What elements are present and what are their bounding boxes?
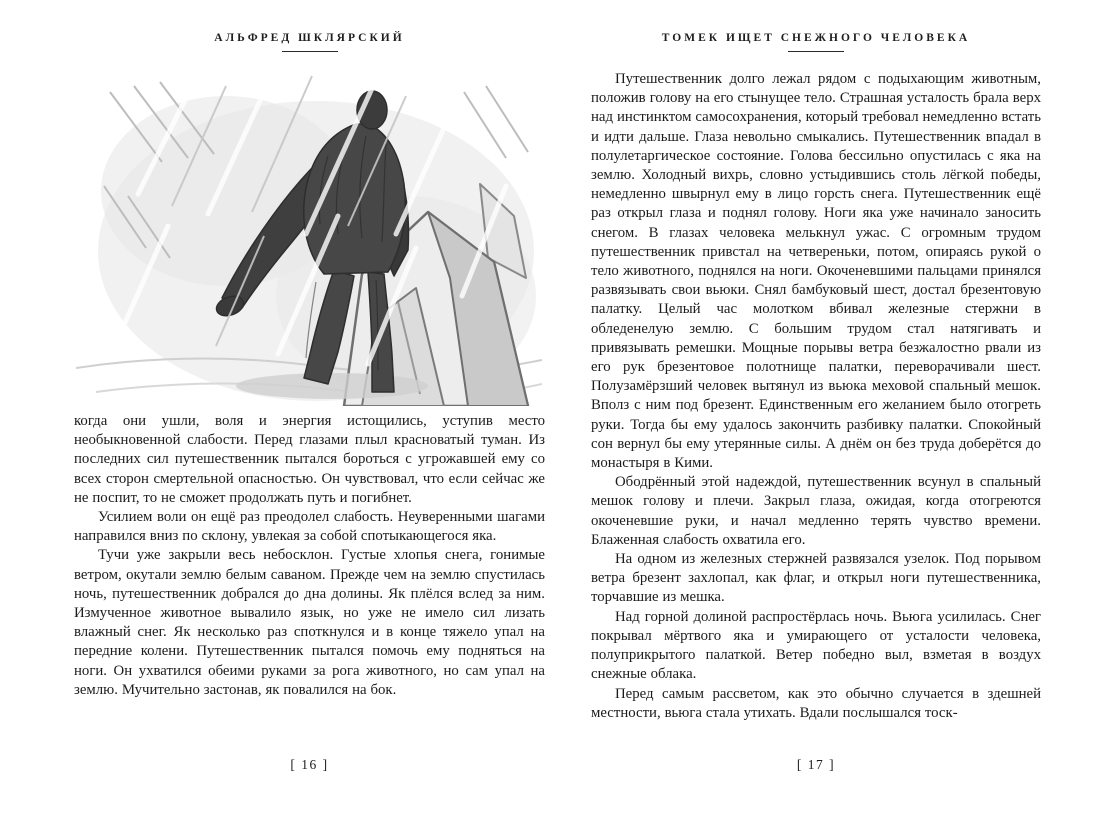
running-head-title <box>591 32 1041 52</box>
paragraph: Над горной долиной распростёрлась ночь. Вьюга усилилась. Снег покрывал мёртвого яка и умирающего от усталости человека, полуприкрытого палаткой. Ветер победно выл, взметая в воздух снежные облака. <box>591 608 1041 683</box>
paragraph: когда они ушли, воля и энергия истощились, уступив место необыкновенной слабости. Перед глазами плыл красноватый туман. Из последних сил путешественник пытался бороться с угрожавшей ему со всех сторон смертельной опасностью. Он чувствовал, что если сейчас же не поспит, то не сможет продолжать путь и погибнет. <box>74 413 545 506</box>
page-number-left: [ 16 ] <box>290 757 329 772</box>
yeti-illustration-svg <box>76 66 542 406</box>
paragraph: Усилием воли он ещё раз преодолел слабость. Неуверенными шагами направился вниз по склону, увлекая за собой спотыкающегося яка. <box>74 509 545 545</box>
header-rule <box>282 51 338 52</box>
paragraph: Ободрённый этой надеждой, путешественник всунул в спальный мешок голову и плечи. Закрыл глаза, ожидая, когда отогреются окоченевшие руки, и начал медленно терять чувство времени. Блаженная слабость охватила его. <box>591 474 1041 548</box>
book-title: ТОМЕК ИЩЕТ СНЕЖНОГО ЧЕЛОВЕКА <box>661 32 971 44</box>
paragraph: Тучи уже закрыли весь небосклон. Густые хлопья снега, гонимые ветром, окутали землю белым саваном. Прежде чем на землю спустилась ночь, путешественник добрался до дна долины. Як плёлся вслед за ним. Измученное животное вывалило язык, но уже не имело сил лизать влажный снег. Як несколько раз споткнулся и в конце тяжело упал на передние колени. Путешественник пытался помочь ему подняться на ноги. Он ухватился обеими руками за рога животного, но сам упал на землю. Мучительно застонав, як повалился на бок. <box>74 547 545 698</box>
right-page-text <box>591 70 1041 723</box>
paragraph: Перед самым рассветом, как это обычно случается в здешней местности, вьюга стала утихать. Вдали послышался тоск- <box>591 685 1041 721</box>
author-name: АЛЬФРЕД ШКЛЯРСКИЙ <box>214 32 405 44</box>
page-left <box>74 0 545 825</box>
left-page-text <box>74 412 545 700</box>
paragraph: Путешественник долго лежал рядом с подыхающим животным, положив голову на его стынущее тело. Страшная усталость брала верх над инстинктом самосохранения, который требовал немедленно встать и идти дальше. Глаза невольно смыкались. Путешественник впадал в полулетаргическое состояние. Голова бессильно опустилась с яка на землю. Холодный вихрь, словно устыдившись столь лёгкой победы, немедленно швырнул ему в лицо горсть снега. Путешественник ещё раз открыл глаза и поднял голову. Ноги яка уже начинало заносить снегом. В глазах человека мелькнул ужас. С огромным трудом путешественник привстал на четвереньки, потом, опираясь рукой о тело животного, поднялся на ноги. Окоченевшими пальцами принялся развязывать свои вьюки. Снял бамбуковый шест, достал брезентовую палатку. Целый час молотком вбивал железные стержни в обледенелую землю. С большим трудом стал натягивать и привязывать ремешки. Мощные порывы ветра безжалостно рвали из его рук брезентовое полотнище палатки, переворачивали шест. Полузамёрзший человек вытянул из вьюка меховой спальный мешок. Вполз с ним под брезент. Единственным его желанием было отогреть руки. Тогда бы ему удалось закончить разбивку палатки. Спокойный сон вернул бы ему утерянные силы. А днём он без труда доберётся до монастыря в Кими. <box>591 71 1041 472</box>
running-head-author <box>74 32 545 52</box>
page-right <box>591 0 1041 825</box>
header-rule <box>788 51 844 52</box>
paragraph: На одном из железных стержней развязался узелок. Под порывом ветра брезент захлопал, как флаг, и открыл ноги путешественника, торчавшие из мешка. <box>591 551 1041 606</box>
yeti-illustration <box>76 66 542 406</box>
page-number-right: [ 17 ] <box>796 757 836 772</box>
